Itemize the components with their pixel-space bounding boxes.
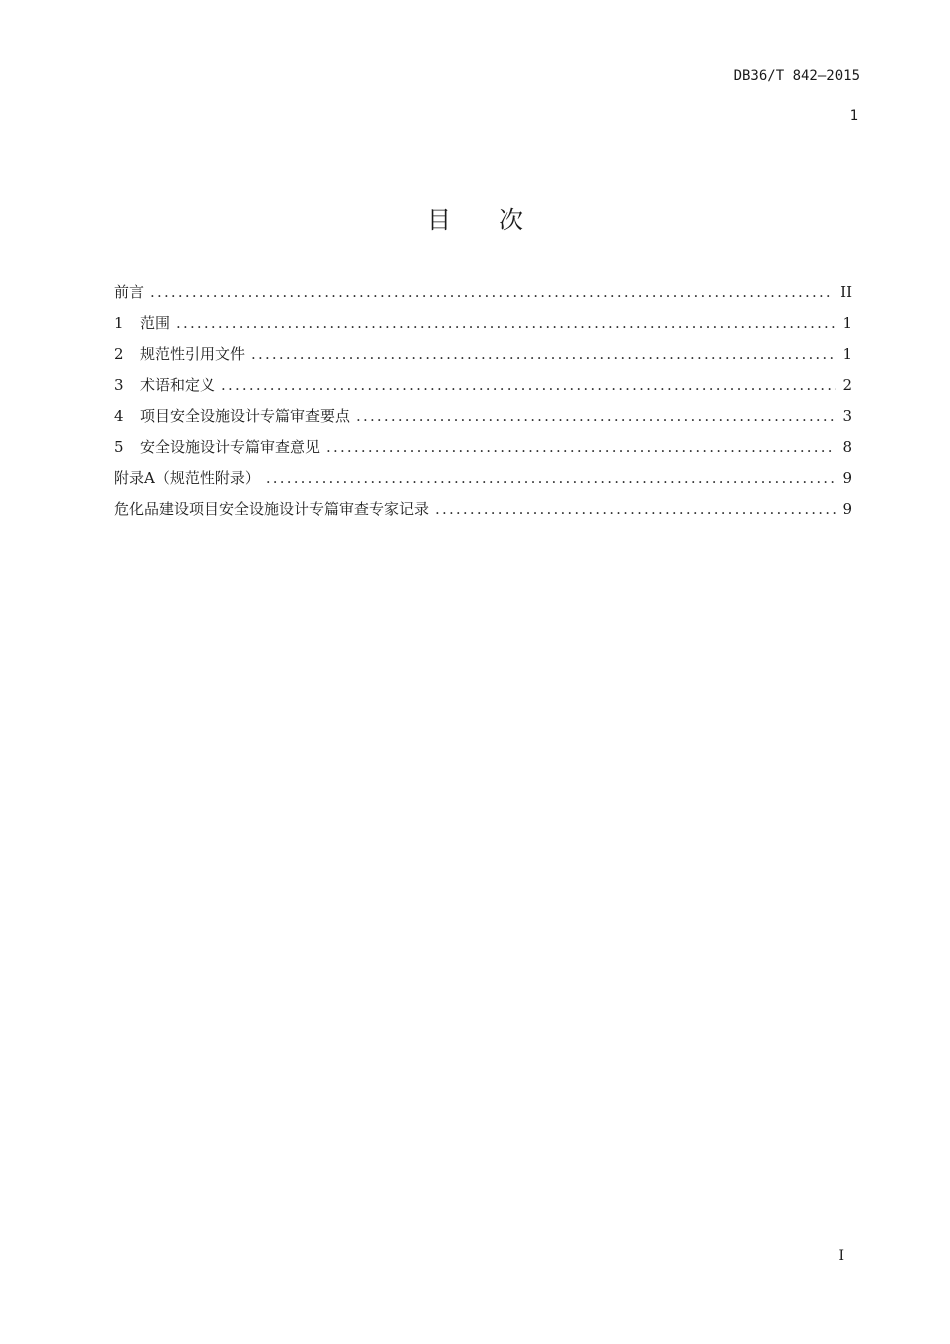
toc-entry-label: 项目安全设施设计专篇审查要点 [140,407,351,425]
toc-entry-normative-references[interactable] [114,342,852,373]
toc-entry-label: 危化品建设项目安全设施设计专篇审查专家记录 [114,500,430,518]
toc-entry-page: II [840,283,852,301]
toc-entry-number: 1 [114,314,124,332]
header-page-index: 1 [849,108,858,124]
toc-entry-label: 范围 [140,314,171,332]
toc-dot-leader [266,466,836,490]
toc-entry-scope[interactable] [114,311,852,342]
toc-dot-leader [251,342,836,366]
toc-entry-label: 附录A（规范性附录） [114,469,260,487]
document-code: DB36/T 842—2015 [733,68,860,84]
toc-dot-leader [326,435,836,459]
toc-dot-leader [176,311,836,335]
toc-entry-number: 5 [114,438,124,456]
toc-entry-number: 2 [114,345,124,363]
toc-entry-label: 前言 [114,283,145,301]
toc-entry-page: 8 [842,438,852,456]
toc-entry-terms-definitions[interactable] [114,373,852,404]
toc-entry-page: 1 [842,314,852,332]
toc-entry-expert-record[interactable] [114,497,852,528]
toc-entry-number: 4 [114,407,124,425]
toc-entry-page: 9 [842,500,852,518]
toc-dot-leader [221,373,836,397]
toc-entry-page: 9 [842,469,852,487]
toc-entry-review-points[interactable] [114,404,852,435]
toc-entry-label: 规范性引用文件 [140,345,246,363]
toc-dot-leader [150,280,834,304]
toc-entry-page: 1 [842,345,852,363]
toc-entry-label: 术语和定义 [140,376,216,394]
toc-entry-label: 安全设施设计专篇审查意见 [140,438,321,456]
toc-dot-leader [435,497,836,521]
toc-entry-number: 3 [114,376,124,394]
toc-dot-leader [356,404,836,428]
toc-title: 目次 [427,206,571,234]
table-of-contents [114,280,852,528]
footer-page-number: I [838,1248,844,1264]
toc-entry-preface[interactable] [114,280,852,311]
toc-entry-page: 2 [842,376,852,394]
toc-entry-review-opinions[interactable] [114,435,852,466]
toc-entry-page: 3 [842,407,852,425]
toc-entry-appendix-a[interactable] [114,466,852,497]
